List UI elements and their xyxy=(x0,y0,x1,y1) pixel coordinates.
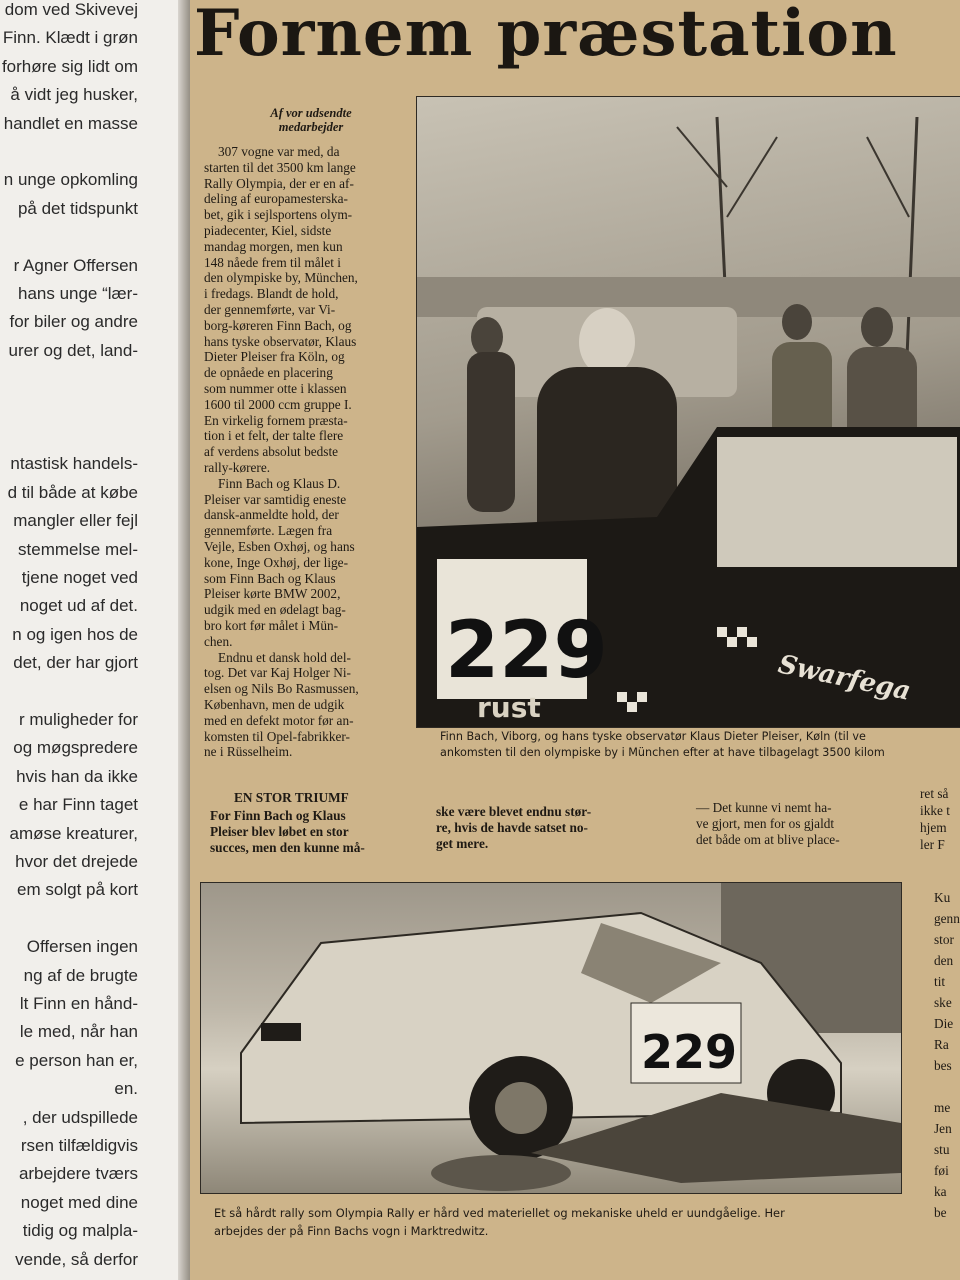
left-page-line: n unge opkomling xyxy=(3,170,138,190)
left-page-line: r Agner Offersen xyxy=(13,255,138,275)
right-edge-column-line: stor xyxy=(934,932,954,947)
subhead-en-stor-triumf: EN STOR TRIUMF xyxy=(234,790,349,805)
right-edge-column-line: be xyxy=(934,1205,947,1220)
article-column-line: gennemførte. Lægen fra xyxy=(204,523,333,539)
left-page-line: mangler eller fejl xyxy=(13,511,138,531)
left-page-line: arbejdere tværs xyxy=(18,1164,138,1184)
article-column-line: ne i Rüsselheim. xyxy=(204,744,293,760)
left-page-line: og møgspredere xyxy=(13,738,138,758)
right-edge-column-line: Die xyxy=(934,1016,954,1031)
left-page-line: le med, når han xyxy=(19,1022,138,1042)
left-page-line: lt Finn en hånd- xyxy=(19,994,138,1013)
left-page-line: e person han er, xyxy=(15,1050,138,1070)
article-column-line: den olympiske by, München, xyxy=(204,270,358,286)
triumph-column-4-edge-line: ler F xyxy=(920,837,945,852)
left-page-line: rsen tilfældigvis xyxy=(20,1136,138,1155)
byline-line-1: Af vor udsendte xyxy=(270,106,352,120)
left-page-line: tjene noget ved xyxy=(21,568,138,587)
left-page-line: d til både at købe xyxy=(7,482,138,502)
rust-sticker: rust xyxy=(477,691,541,724)
right-edge-column-line: genn xyxy=(934,911,960,926)
photo1-caption-line-1: Finn Bach, Viborg, og hans tyske observatør Klaus Dieter Pleiser, Køln (til ve xyxy=(440,730,866,743)
photo-rally-car-arrival xyxy=(416,96,960,728)
left-page-line: forhøre sig lidt om xyxy=(1,56,138,76)
left-page-line: noget ud af det. xyxy=(19,596,138,616)
left-page-line: noget med dine xyxy=(20,1192,138,1212)
triumph-column-2-line: re, hvis de havde satset no- xyxy=(436,820,588,835)
left-page-line: Offersen ingen xyxy=(26,937,138,957)
triumph-column-2-line: get mere. xyxy=(436,836,489,851)
article-column-line: der gennemførte, var Vi- xyxy=(204,302,336,317)
right-edge-column-line: ske xyxy=(934,995,952,1010)
article-column-line: tion i et felt, der talte flere xyxy=(204,428,344,444)
triumph-column-1-line: succes, men den kunne må- xyxy=(210,840,365,855)
left-page-line: hvis han da ikke xyxy=(16,766,138,786)
article-column-line: bet, gik i sejlsportens olym- xyxy=(204,207,353,223)
left-page-line: en. xyxy=(114,1079,138,1099)
triumph-column-3-line: det både om at blive place- xyxy=(696,832,840,847)
article-column-line: kone, Inge Oxhøj, der lige- xyxy=(204,554,349,570)
newspaper-clipping xyxy=(190,0,960,1280)
article-column-line: Vejle, Esben Oxhøj, og hans xyxy=(204,539,355,554)
right-edge-column-line: bes xyxy=(934,1058,952,1073)
right-edge-column-line: me xyxy=(934,1100,951,1115)
left-page-line: r muligheder for xyxy=(18,710,138,729)
article-column-line: Pleiser var samtidig eneste xyxy=(204,491,347,507)
triumph-column-1-line: For Finn Bach og Klaus xyxy=(210,808,346,823)
right-edge-column-line: føi xyxy=(934,1163,949,1178)
photo1-caption-line-2: ankomsten til den olympiske by i München efter at have tilbagelagt 3500 kilom xyxy=(440,746,885,759)
article-column-line: 1600 til 2000 ccm gruppe I. xyxy=(204,396,352,412)
left-page-line: handlet en masse xyxy=(3,113,138,133)
left-page-line: for biler og andre xyxy=(9,312,138,332)
article-column-line: dansk-anmeldte hold, der xyxy=(204,507,339,523)
triumph-column-2-line: ske være blevet endnu stør- xyxy=(436,804,592,819)
right-edge-column-line: stu xyxy=(934,1142,950,1157)
article-column-line: piadecenter, Kiel, sidste xyxy=(204,223,332,238)
left-page xyxy=(0,0,190,1280)
article-column-line: i fredags. Blandt de hold, xyxy=(204,286,339,302)
article-column-line: borg-køreren Finn Bach, og xyxy=(204,317,352,333)
car-number-229-repair: 229 xyxy=(641,1025,738,1079)
article-column-line: udgik med en ødelagt bag- xyxy=(204,602,346,618)
left-page-line: , der udspillede xyxy=(22,1107,138,1127)
right-edge-column-line: ka xyxy=(934,1184,947,1199)
photo-car-repair xyxy=(200,882,902,1194)
article-column-line: de opnåede en placering xyxy=(204,365,333,381)
car-number-229: 229 xyxy=(445,606,608,696)
triumph-column-3-line: ve gjort, men for os gjaldt xyxy=(696,816,835,831)
right-edge-column-line: Jen xyxy=(934,1121,952,1136)
article-column-line: En virkelig fornem præsta- xyxy=(204,412,348,428)
left-page-line: n og igen hos de xyxy=(12,624,138,644)
article-column-line: mandag morgen, men kun xyxy=(204,238,343,254)
article-column-line: Dieter Pleiser fra Köln, og xyxy=(204,349,345,365)
article-column-line: Pleiser kørte BMW 2002, xyxy=(204,586,341,602)
left-page-line: stemmelse mel- xyxy=(18,539,138,559)
left-page-line: på det tidspunkt xyxy=(17,198,138,218)
byline xyxy=(226,106,396,134)
left-page-line: dom ved Skivevej xyxy=(4,0,138,19)
left-page-line: hans unge “lær- xyxy=(17,284,138,303)
photo-rally-car-arrival-image xyxy=(417,97,960,727)
article-column-line: tog. Det var Kaj Holger Ni- xyxy=(204,665,351,681)
article-column-line: 148 nåede frem til målet i xyxy=(204,254,341,270)
article-column-line: 307 vogne var med, da xyxy=(218,144,340,159)
left-page-line: Finn. Klædt i grøn xyxy=(2,28,138,48)
headline: Fornem præstation xyxy=(194,0,898,71)
right-edge-column-line: den xyxy=(934,953,954,968)
right-edge-column-line: Ra xyxy=(934,1037,949,1052)
photo2-caption-line-1: Et så hårdt rally som Olympia Rally er hård ved materiellet og mekaniske uheld er uundgåelige. Her xyxy=(214,1206,785,1220)
article-column-line: starten til det 3500 km lange xyxy=(204,159,356,175)
left-page-line: amøse kreaturer, xyxy=(9,823,138,843)
article-column-line: Finn Bach og Klaus D. xyxy=(218,475,341,491)
triumph-column-4-edge-line: ret så xyxy=(920,786,949,801)
right-edge-column-line: tit xyxy=(934,974,946,989)
left-page-line: em solgt på kort xyxy=(17,880,138,900)
left-page-line: hvor det drejede xyxy=(15,852,138,871)
article-column-line: rally-kørere. xyxy=(204,460,271,475)
article-column-line: København, men de udgik xyxy=(204,697,345,712)
article-column-line: deling af europamesterska- xyxy=(204,191,348,207)
left-page-line: det, der har gjort xyxy=(13,653,138,673)
left-page-line: e har Finn taget xyxy=(18,795,138,815)
right-edge-column-line: Ku xyxy=(934,890,951,905)
article-column-line: komsten til Opel-fabrikker- xyxy=(204,728,350,744)
left-page-line: ng af de brugte xyxy=(23,965,138,985)
article-column-line: chen. xyxy=(204,633,233,649)
left-page-line: vende, så derfor xyxy=(15,1249,138,1269)
article-column-line: som nummer otte i klassen xyxy=(204,381,347,396)
article-column-line: med en defekt motor før an- xyxy=(204,712,354,728)
article-column-line: elsen og Nils Bo Rasmussen, xyxy=(204,681,359,697)
article-column-line: som Finn Bach og Klaus xyxy=(204,570,336,586)
triumph-column-1-line: Pleiser blev løbet en stor xyxy=(210,824,349,839)
article-column-line: hans tyske observatør, Klaus xyxy=(204,333,357,349)
article-column-line: bro kort før målet i Mün- xyxy=(204,618,339,633)
photo-car-repair-image xyxy=(201,883,901,1193)
left-page-line: urer og det, land- xyxy=(8,340,138,360)
triumph-column-4-edge-line: ikke t xyxy=(920,803,950,818)
left-page-line: ntastisk handels- xyxy=(10,454,138,474)
left-page-line: tidig og malpla- xyxy=(22,1221,138,1241)
triumph-column-3-line: — Det kunne vi nemt ha- xyxy=(696,800,832,815)
photo2-caption-line-2: arbejdes der på Finn Bachs vogn i Marktredwitz. xyxy=(214,1224,489,1238)
triumph-column-4-edge-line: hjem xyxy=(920,820,947,835)
article-column-line: af verdens absolut bedste xyxy=(204,444,339,460)
byline-line-2: medarbejder xyxy=(278,120,344,134)
left-page-line: å vidt jeg husker, xyxy=(10,85,138,105)
swarfega-sticker: Swarfega xyxy=(775,649,914,707)
article-column-line: Rally Olympia, der er en af- xyxy=(204,175,354,191)
article-column-line: Endnu et dansk hold del- xyxy=(218,649,351,665)
